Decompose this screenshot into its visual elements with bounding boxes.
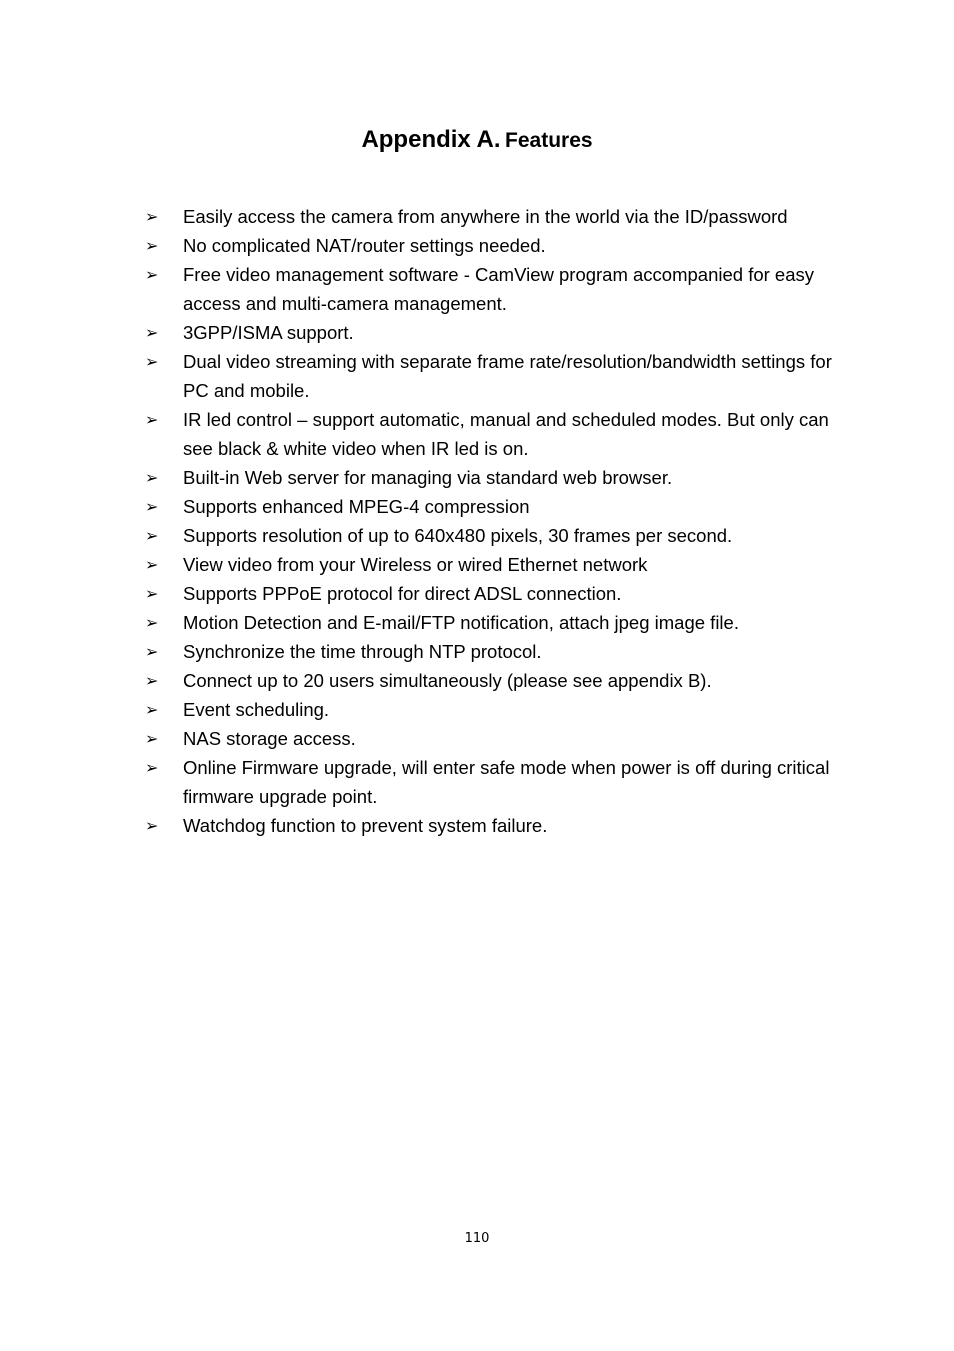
list-item (0, 666, 833, 695)
list-item (0, 811, 833, 840)
feature-text: Dual video streaming with separate frame rate/resolution/bandwidth settings for PC and mobile. (183, 351, 832, 401)
arrowhead-bullet-icon: ➢ (145, 352, 159, 371)
feature-text: Supports resolution of up to 640x480 pixels, 30 frames per second. (183, 525, 733, 546)
arrowhead-bullet-icon: ➢ (145, 555, 159, 574)
feature-text: Free video management software - CamView program accompanied for easy access and multi-camera management. (183, 264, 815, 314)
list-item (0, 608, 833, 637)
list-item (0, 753, 833, 811)
list-item (0, 202, 833, 231)
arrowhead-bullet-icon: ➢ (145, 729, 159, 748)
feature-text: Connect up to 20 users simultaneously (please see appendix B). (183, 670, 712, 691)
list-item (0, 724, 833, 753)
feature-text: Online Firmware upgrade, will enter safe mode when power is off during critical firmware upgrade point. (183, 757, 830, 807)
feature-text: Built-in Web server for managing via standard web browser. (183, 467, 673, 488)
list-item (0, 347, 833, 405)
title-features-label: Features (505, 129, 593, 152)
arrowhead-bullet-icon: ➢ (145, 700, 159, 719)
feature-list (0, 202, 954, 840)
list-item (0, 463, 833, 492)
list-item (0, 318, 833, 347)
feature-text: Supports PPPoE protocol for direct ADSL connection. (183, 583, 622, 604)
feature-text: 3GPP/ISMA support. (183, 322, 354, 343)
feature-text: Supports enhanced MPEG-4 compression (183, 496, 530, 517)
arrowhead-bullet-icon: ➢ (145, 265, 159, 284)
feature-text: View video from your Wireless or wired Ethernet network (183, 554, 648, 575)
arrowhead-bullet-icon: ➢ (145, 758, 159, 777)
arrowhead-bullet-icon: ➢ (145, 671, 159, 690)
feature-text: Motion Detection and E-mail/FTP notification, attach jpeg image file. (183, 612, 739, 633)
arrowhead-bullet-icon: ➢ (145, 584, 159, 603)
arrowhead-bullet-icon: ➢ (145, 207, 159, 226)
list-item (0, 550, 833, 579)
arrowhead-bullet-icon: ➢ (145, 816, 159, 835)
arrowhead-bullet-icon: ➢ (145, 236, 159, 255)
page-number: 110 (464, 1231, 490, 1246)
arrowhead-bullet-icon: ➢ (145, 526, 159, 545)
feature-text: Easily access the camera from anywhere in the world via the ID/password (183, 206, 788, 227)
page-title (0, 126, 954, 154)
arrowhead-bullet-icon: ➢ (145, 497, 159, 516)
arrowhead-bullet-icon: ➢ (145, 642, 159, 661)
feature-text: IR led control – support automatic, manual and scheduled modes. But only can see black & white video when IR led is on. (183, 409, 829, 459)
list-item (0, 260, 833, 318)
arrowhead-bullet-icon: ➢ (145, 323, 159, 342)
title-appendix-label: Appendix A. (361, 126, 501, 153)
list-item (0, 521, 833, 550)
feature-text: NAS storage access. (183, 728, 356, 749)
list-item (0, 231, 833, 260)
feature-text: Event scheduling. (183, 699, 330, 720)
list-item (0, 695, 833, 724)
feature-text: No complicated NAT/router settings needed. (183, 235, 546, 256)
feature-text: Watchdog function to prevent system failure. (183, 815, 548, 836)
list-item (0, 492, 833, 521)
list-item (0, 637, 833, 666)
arrowhead-bullet-icon: ➢ (145, 613, 159, 632)
arrowhead-bullet-icon: ➢ (145, 468, 159, 487)
arrowhead-bullet-icon: ➢ (145, 410, 159, 429)
list-item (0, 579, 833, 608)
list-item (0, 405, 833, 463)
feature-text: Synchronize the time through NTP protocol. (183, 641, 542, 662)
